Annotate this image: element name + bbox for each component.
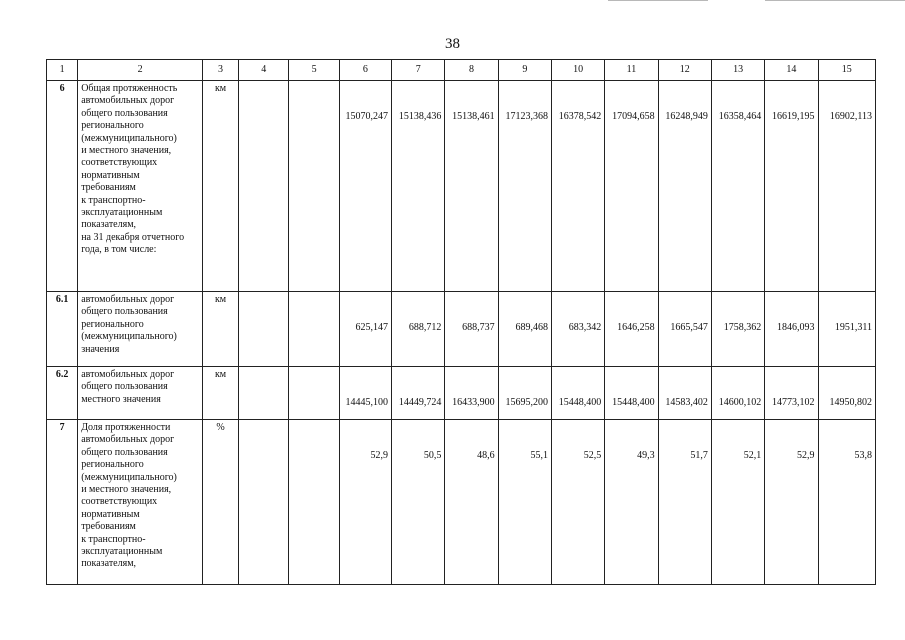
row-name-line: эксплуатационным — [81, 207, 163, 219]
value-cell: 55,1 — [498, 420, 551, 585]
header-cell: 4 — [239, 60, 289, 81]
row-name-line: регионального — [81, 120, 144, 132]
value-cell: 15695,200 — [498, 367, 551, 420]
row-name-line: соответствующих — [81, 157, 158, 169]
value-cell: 52,5 — [551, 420, 604, 585]
value-cell: 16378,542 — [551, 81, 604, 292]
header-cell: 13 — [711, 60, 764, 81]
table-row — [47, 292, 876, 367]
row-name-line: автомобильных дорог — [81, 434, 175, 446]
scan-edge-line — [765, 0, 905, 1]
value-cell: 683,342 — [551, 292, 604, 367]
value-cell: 17094,658 — [605, 81, 658, 292]
table-row — [47, 420, 876, 585]
value-cell: 14445,100 — [339, 367, 391, 420]
header-cell: 10 — [551, 60, 604, 81]
value-cell: 15138,461 — [445, 81, 498, 292]
value-cell: 1665,547 — [658, 292, 711, 367]
value-cell: 16619,195 — [765, 81, 818, 292]
empty-cell — [289, 367, 339, 420]
row-name-line: к транспортно- — [81, 533, 146, 545]
header-cell: 11 — [605, 60, 658, 81]
header-cell: 15 — [818, 60, 875, 81]
value-cell: 52,9 — [339, 420, 391, 585]
row-name-line: (межмуниципального) — [81, 331, 177, 343]
header-cell: 2 — [78, 60, 203, 81]
header-row — [47, 60, 876, 81]
value-cell: 52,1 — [711, 420, 764, 585]
value-cell: 16358,464 — [711, 81, 764, 292]
header-cell: 5 — [289, 60, 339, 81]
row-name-line: общего пользования — [81, 446, 168, 458]
value-cell: 1646,258 — [605, 292, 658, 367]
row-name-line: значения — [81, 343, 120, 355]
row-name-line: регионального — [81, 459, 144, 471]
row-name-line: и местного значения, — [81, 145, 172, 157]
header-cell: 7 — [392, 60, 445, 81]
table-row — [47, 81, 876, 292]
header-cell: 1 — [47, 60, 78, 81]
row-code-cell: 6.2 — [47, 367, 78, 420]
row-name-line: регионального — [81, 318, 144, 330]
indicators-table — [46, 59, 876, 585]
value-cell: 14950,802 — [818, 367, 875, 420]
empty-cell — [289, 420, 339, 585]
empty-cell — [289, 81, 339, 292]
row-name-line: показателям, — [81, 558, 137, 570]
row-unit-cell: км — [202, 81, 238, 292]
empty-cell — [239, 367, 289, 420]
row-name-line: (межмуниципального) — [81, 132, 177, 144]
value-cell: 14449,724 — [392, 367, 445, 420]
row-name-cell — [78, 367, 203, 420]
value-cell: 49,3 — [605, 420, 658, 585]
row-name-line: к транспортно- — [81, 194, 146, 206]
value-cell: 48,6 — [445, 420, 498, 585]
header-cell: 8 — [445, 60, 498, 81]
value-cell: 14773,102 — [765, 367, 818, 420]
value-cell: 51,7 — [658, 420, 711, 585]
row-name-line: автомобильных дорог — [81, 95, 175, 107]
header-cell: 12 — [658, 60, 711, 81]
row-name-line: на 31 декабря отчетного — [81, 231, 185, 243]
row-name-line: требованиям — [81, 182, 136, 194]
empty-cell — [239, 292, 289, 367]
row-name-line: Доля протяженности — [81, 422, 171, 433]
row-name-line: года, в том числе: — [81, 244, 157, 256]
page-number: 38 — [445, 36, 460, 52]
value-cell: 688,737 — [445, 292, 498, 367]
row-name-cell — [78, 81, 203, 292]
row-name-line: эксплуатационным — [81, 546, 163, 558]
value-cell: 50,5 — [392, 420, 445, 585]
empty-cell — [239, 420, 289, 585]
value-cell: 1758,362 — [711, 292, 764, 367]
row-name-line: соответствующих — [81, 496, 158, 508]
value-cell: 15138,436 — [392, 81, 445, 292]
value-cell: 14600,102 — [711, 367, 764, 420]
value-cell: 625,147 — [339, 292, 391, 367]
value-cell: 15448,400 — [551, 367, 604, 420]
header-cell: 3 — [202, 60, 238, 81]
value-cell: 688,712 — [392, 292, 445, 367]
row-name-line: общего пользования — [81, 306, 168, 318]
empty-cell — [239, 81, 289, 292]
row-name-line: нормативным — [81, 169, 140, 181]
row-code-cell: 7 — [47, 420, 78, 585]
row-name-line: местного значения — [81, 393, 161, 405]
row-unit-cell: км — [202, 292, 238, 367]
row-name-cell — [78, 420, 203, 585]
value-cell: 17123,368 — [498, 81, 551, 292]
value-cell: 1846,093 — [765, 292, 818, 367]
value-cell: 16433,900 — [445, 367, 498, 420]
row-name-line: автомобильных дорог — [81, 294, 175, 305]
value-cell: 16248,949 — [658, 81, 711, 292]
row-code-cell: 6.1 — [47, 292, 78, 367]
row-code-cell: 6 — [47, 81, 78, 292]
value-cell: 15448,400 — [605, 367, 658, 420]
row-name-line: показателям, — [81, 219, 137, 231]
value-cell: 52,9 — [765, 420, 818, 585]
value-cell: 53,8 — [818, 420, 875, 585]
header-cell: 14 — [765, 60, 818, 81]
value-cell: 1951,311 — [818, 292, 875, 367]
row-name-line: требованиям — [81, 521, 136, 533]
row-name-line: Общая протяженность — [81, 83, 178, 94]
row-name-line: и местного значения, — [81, 484, 172, 496]
row-name-line: общего пользования — [81, 381, 168, 393]
row-name-line: автомобильных дорог — [81, 369, 175, 380]
row-name-line: общего пользования — [81, 107, 168, 119]
empty-cell — [289, 292, 339, 367]
value-cell: 689,468 — [498, 292, 551, 367]
value-cell: 14583,402 — [658, 367, 711, 420]
row-unit-cell: км — [202, 367, 238, 420]
value-cell: 16902,113 — [818, 81, 875, 292]
table-row — [47, 367, 876, 420]
row-unit-cell: % — [202, 420, 238, 585]
row-name-line: (межмуниципального) — [81, 471, 177, 483]
row-name-cell — [78, 292, 203, 367]
scan-edge-line — [608, 0, 708, 1]
value-cell: 15070,247 — [339, 81, 391, 292]
header-cell: 6 — [339, 60, 391, 81]
header-cell: 9 — [498, 60, 551, 81]
row-name-line: нормативным — [81, 508, 140, 520]
